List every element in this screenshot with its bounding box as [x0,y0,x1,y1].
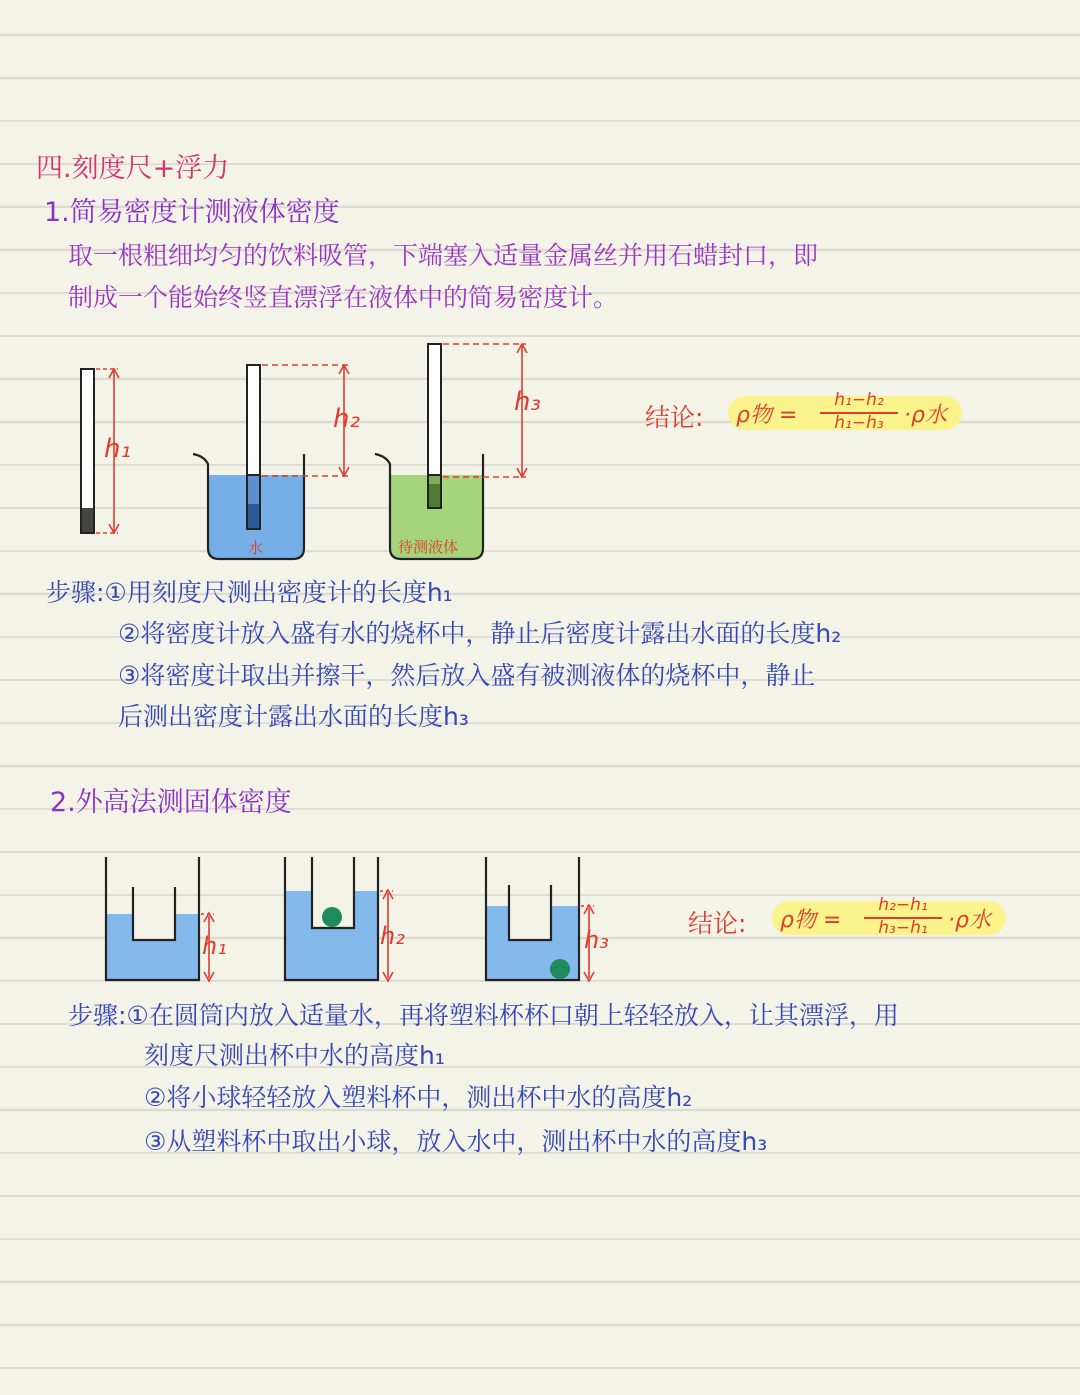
ball-in-water [550,959,570,979]
cyl-h2-label: h₂ [380,922,405,950]
part2-step2: ②将小球轻轻放入塑料杯中，测出杯中水的高度h₂ [144,1083,693,1112]
part2-step3: ③从塑料杯中取出小球，放入水中，测出杯中水的高度h₃ [144,1127,768,1156]
denominator-2: h₃−h₁ [878,918,928,938]
section-title: 四.刻度尺+浮力 [36,153,230,184]
conclusion2-formula [772,895,1006,938]
cyl-h1-label: h₁ [202,932,227,960]
part1-title: 1.简易密度计测液体密度 [44,197,340,228]
conclusion2-label: 结论: [688,909,747,938]
h3-label: h₃ [514,387,541,417]
water-label: 水 [248,539,264,557]
part1-step2: ②将密度计放入盛有水的烧杯中，静止后密度计露出水面的长度h₂ [118,619,842,648]
numerator-2: h₂−h₁ [878,895,928,915]
h1-label: h₁ [104,434,131,464]
part1-step1: 步骤:①用刻度尺测出密度计的长度h₁ [46,578,453,607]
liquid-label: 待测液体 [398,538,459,556]
rho-object-label-2: ρ物 = [780,908,842,933]
part1-step3-line2: 后测出密度计露出水面的长度h₃ [118,702,469,731]
rho-water-label: ·ρ水 [904,403,947,428]
cyl-h3-label: h₃ [584,926,609,954]
cylinder-3 [486,857,579,980]
rho-object-label: ρ物 = [736,403,798,428]
h2-label: h₂ [333,404,360,434]
part1-desc-line1: 取一根粗细均匀的饮料吸管，下端塞入适量金属丝并用石蜡封口，即 [68,241,819,270]
ball-in-cup [322,907,342,927]
cylinder-2 [285,857,378,980]
cylinder-1 [106,857,199,980]
part2-step1-line2: 刻度尺测出杯中水的高度h₁ [144,1041,445,1070]
conclusion1-label: 结论: [645,403,704,432]
rho-water-label-2: ·ρ水 [948,908,991,933]
part2-title: 2.外高法测固体密度 [50,787,292,818]
part1-step3-line1: ③将密度计取出并擦干，然后放入盛有被测液体的烧杯中，静止 [118,661,816,690]
numerator: h₁−h₂ [834,390,884,410]
denominator: h₁−h₃ [834,413,884,433]
part2-step1-line1: 步骤:①在圆筒内放入适量水，再将塑料杯杯口朝上轻轻放入，让其漂浮，用 [68,1001,899,1030]
part1-desc-line2: 制成一个能始终竖直漂浮在液体中的简易密度计。 [68,283,619,312]
